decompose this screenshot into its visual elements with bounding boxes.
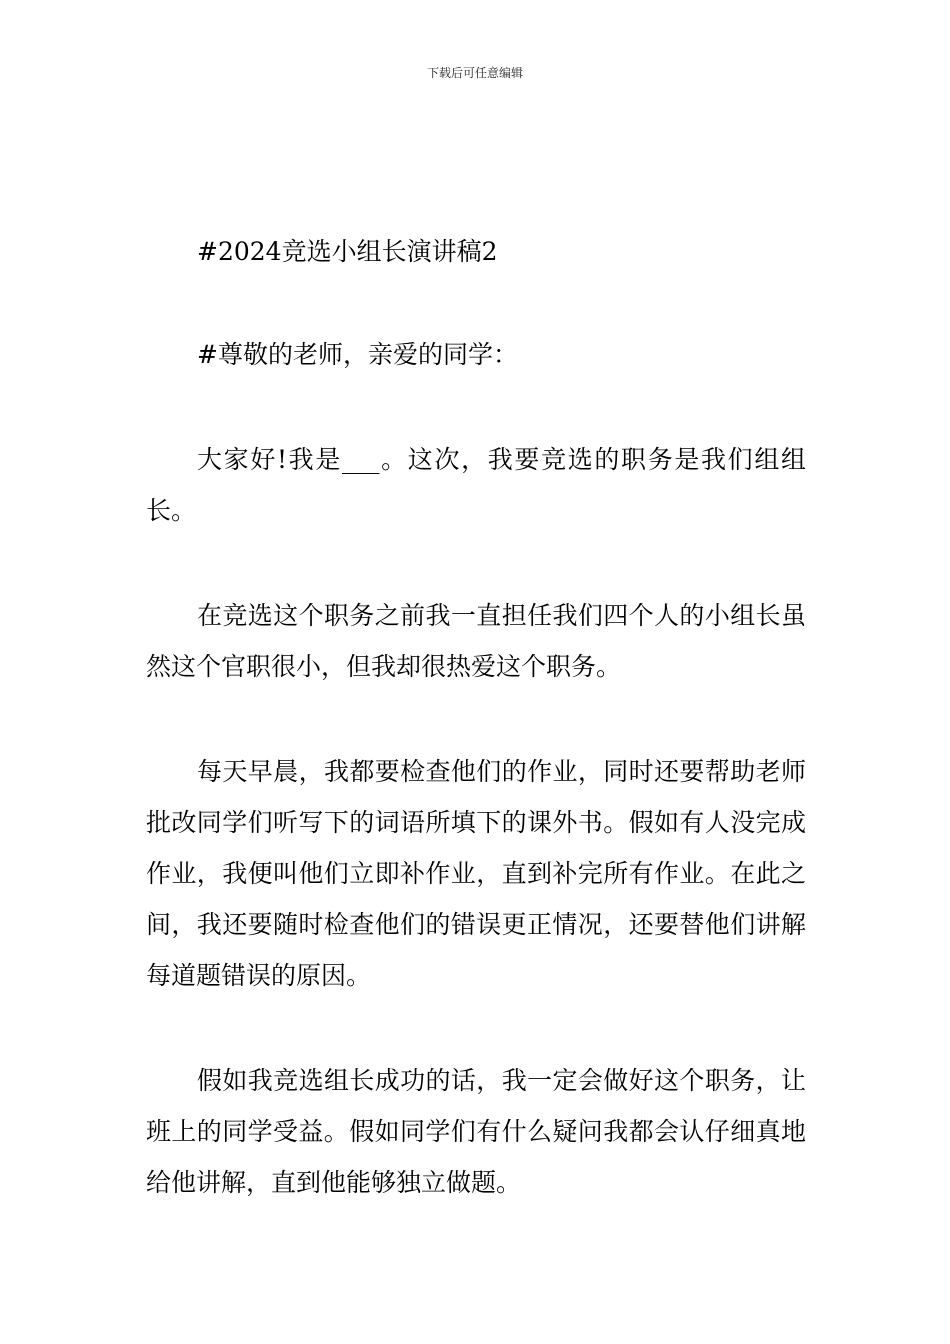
paragraph-promise: 假如我竞选组长成功的话，我一定会做好这个职务，让班上的同学受益。假如同学们有什么疑问我都会认仔细真地给他讲解，直到他能够独立做题。 bbox=[146, 1066, 806, 1197]
paragraph-intro: 大家好!我是___。这次，我要竞选的职务是我们组组长。 bbox=[146, 445, 806, 525]
header-note: 下载后可任意编辑 bbox=[426, 66, 523, 80]
paragraph-duties: 每天早晨，我都要检查他们的作业，同时还要帮助老师批改同学们听写下的词语所填下的课外书。假如有人没完成作业，我便叫他们立即补作业，直到补完所有作业。在此之间，我还要随时检查他们的错误更正情况，还要替他们讲解每道题错误的原因。 bbox=[146, 757, 806, 990]
document-body bbox=[146, 226, 806, 1208]
document-title: #2024竞选小组长演讲稿2 bbox=[197, 237, 498, 266]
paragraph-experience: 在竞选这个职务之前我一直担任我们四个人的小组长虽然这个官职很小，但我却很热爱这个职务。 bbox=[146, 601, 806, 681]
salutation: #尊敬的老师，亲爱的同学： bbox=[197, 340, 518, 369]
